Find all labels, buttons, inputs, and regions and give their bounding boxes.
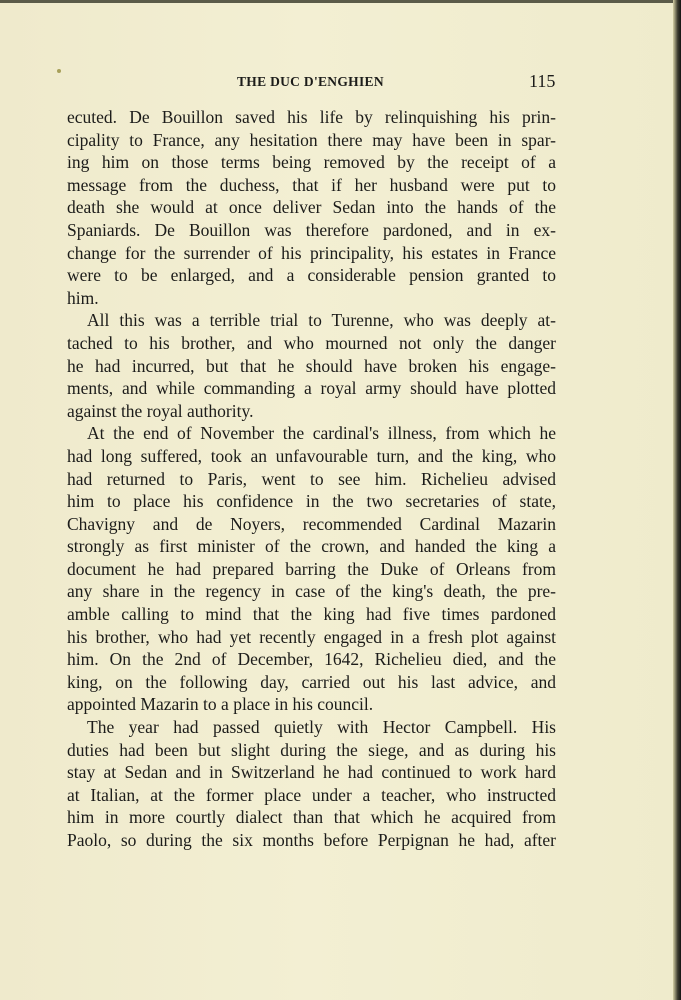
paragraph [67, 422, 556, 716]
text-line: document he had prepared barring the Duke of Orleans from [67, 558, 556, 579]
text-line: him. On the 2nd of December, 1642, Richelieu died, and the [67, 649, 556, 670]
text-line: he had incurred, but that he should have broken his engage- [67, 355, 556, 376]
page-header [0, 70, 681, 96]
text-line: appointed Mazarin to a place in his council. [67, 694, 374, 715]
text-line: him to place his confidence in the two secretaries of state, [67, 491, 556, 512]
text-line: had returned to Paris, went to see him. Richelieu advised [67, 468, 556, 489]
text-line: change for the surrender of his principality, his estates in France [67, 242, 556, 263]
text-line: his brother, who had yet recently engaged in a fresh plot against [67, 626, 556, 647]
text-line: him. [67, 287, 99, 308]
paragraph [67, 106, 556, 309]
text-line: at Italian, at the former place under a teacher, who instructed [67, 784, 556, 805]
text-line: message from the duchess, that if her husband were put to [67, 174, 556, 195]
text-line: At the end of November the cardinal's illness, from which he [87, 423, 556, 444]
page-top-edge [0, 0, 681, 3]
paragraph [67, 716, 556, 852]
text-line: Paolo, so during the six months before Perpignan he had, after [67, 830, 556, 850]
text-line: ing him on those terms being removed by the receipt of a [67, 152, 556, 173]
text-line: strongly as first minister of the crown, and handed the king a [67, 536, 556, 557]
text-line: death she would at once deliver Sedan into the hands of the [67, 197, 556, 218]
text-line: Spaniards. De Bouillon was therefore pardoned, and in ex- [67, 219, 556, 240]
text-line: The year had passed quietly with Hector Campbell. His [87, 717, 556, 738]
text-line: cipality to France, any hesitation there may have been in spar- [67, 129, 556, 150]
body-text [67, 106, 556, 852]
page-right-edge [673, 0, 681, 1000]
text-line: Chavigny and de Noyers, recommended Cardinal Mazarin [67, 513, 556, 534]
text-line: All this was a terrible trial to Turenne, who was deeply at- [87, 310, 556, 331]
text-line: tached to his brother, and who mourned not only the danger [67, 332, 556, 353]
text-line: stay at Sedan and in Switzerland he had continued to work hard [67, 762, 556, 783]
text-line: amble calling to mind that the king had five times pardoned [67, 604, 556, 625]
text-line: ments, and while commanding a royal army should have plotted [67, 378, 556, 399]
text-line: were to be enlarged, and a considerable pension granted to [67, 265, 556, 286]
running-head: THE DUC D'ENGHIEN [237, 74, 384, 89]
text-line: ecuted. De Bouillon saved his life by relinquishing his prin- [67, 107, 556, 127]
paragraph [67, 309, 556, 422]
text-line: him in more courtly dialect than that which he acquired from [67, 807, 556, 828]
text-line: king, on the following day, carried out his last advice, and [67, 671, 556, 692]
text-line: against the royal authority. [67, 400, 254, 421]
text-line: any share in the regency in case of the king's death, the pre- [67, 581, 556, 602]
text-line: had long suffered, took an unfavourable turn, and the king, who [67, 445, 556, 466]
page-number: 115 [529, 71, 556, 91]
text-line: duties had been but slight during the siege, and as during his [67, 739, 556, 760]
